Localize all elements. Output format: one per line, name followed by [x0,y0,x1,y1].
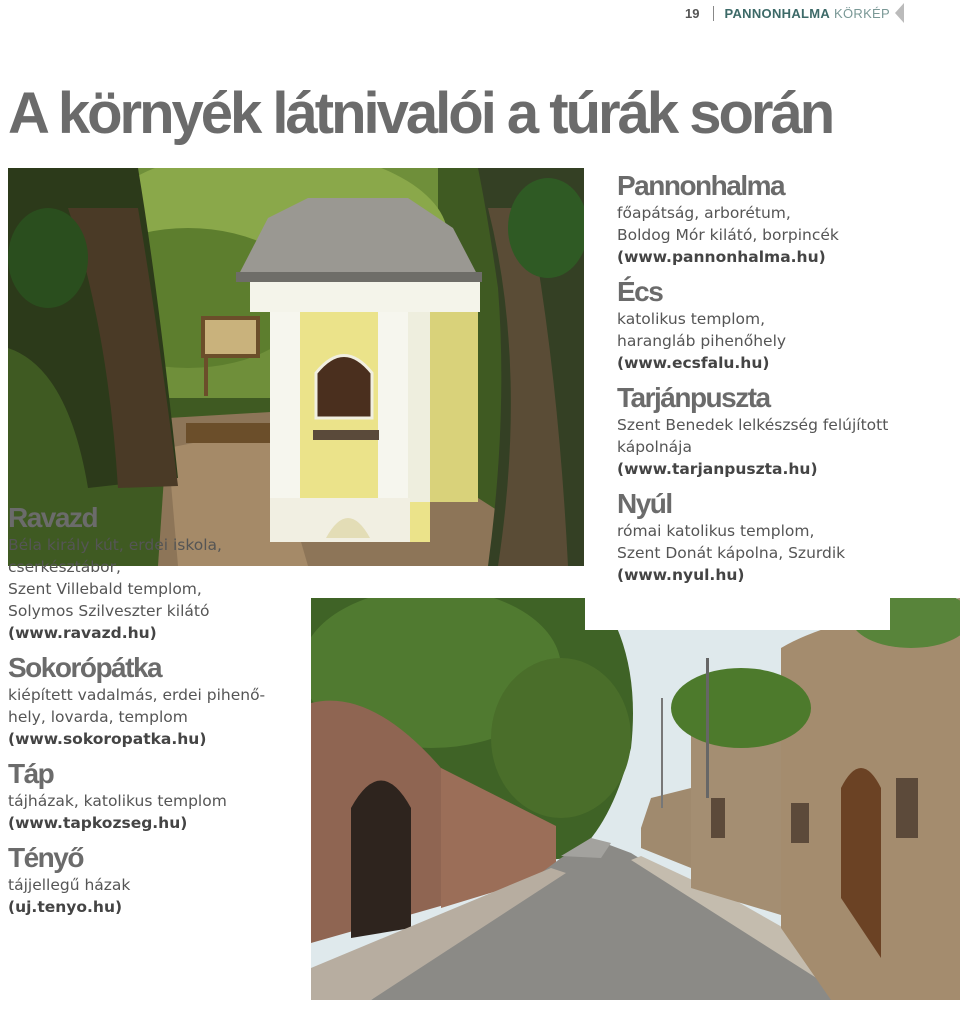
magazine-brand: PANNONHALMA [724,5,831,21]
entries-left-column [8,502,308,926]
page-number: 19 [685,6,714,21]
entry-url: (www.pannonhalma.hu) [617,248,826,266]
entry-desc: kiépített vadalmás, erdei pihenő- hely, lovarda, templom [8,686,266,726]
entry-tarjanpuszta [617,382,890,480]
entry-name: Tarjánpuszta [617,382,770,413]
entry-desc: Szent Benedek lelkészség felújított kápolnája [617,416,889,456]
entry-name: Tényő [8,842,83,873]
magazine-name [714,6,890,21]
entries-right-column [585,162,890,630]
entry-ravazd [8,502,308,644]
entry-name: Nyúl [617,488,672,519]
entry-ecs [617,276,890,374]
entry-desc: főapátság, arborétum, Boldog Mór kilátó, borpincék [617,204,839,244]
entry-url: (www.sokoropatka.hu) [8,730,207,748]
entry-url: (uj.tenyo.hu) [8,898,123,916]
entry-sokoropatka [8,652,308,750]
entry-desc: római katolikus templom, Szent Donát kápolna, Szurdik [617,522,846,562]
page-header [685,4,890,22]
entry-name: Táp [8,758,54,789]
entry-nyul [617,488,890,586]
entry-url: (www.ravazd.hu) [8,624,157,642]
entry-tenyo [8,842,308,918]
wine-cellars-street-photo [311,598,960,1000]
entry-url: (www.nyul.hu) [617,566,745,584]
entry-desc: tájjellegű házak [8,876,131,894]
magazine-section: KÖRKÉP [834,5,890,21]
entry-url: (www.tapkozseg.hu) [8,814,188,832]
entry-desc: Béla király kút, erdei iskola, cserkésztábor, Szent Villebald templom, Solymos Szilveszter kilátó [8,536,222,620]
entry-url: (www.tarjanpuszta.hu) [617,460,818,478]
entry-tap [8,758,308,834]
page-title: A környék látnivalói a túrák során [8,81,833,146]
header-triangle-icon [895,3,904,23]
entry-name: Ravazd [8,502,98,533]
entry-name: Écs [617,276,663,307]
entry-name: Pannonhalma [617,170,785,201]
entry-desc: katolikus templom, harangláb pihenőhely [617,310,787,350]
entry-desc: tájházak, katolikus templom [8,792,227,810]
entry-name: Sokorópátka [8,652,162,683]
entry-pannonhalma [617,170,890,268]
entry-url: (www.ecsfalu.hu) [617,354,770,372]
